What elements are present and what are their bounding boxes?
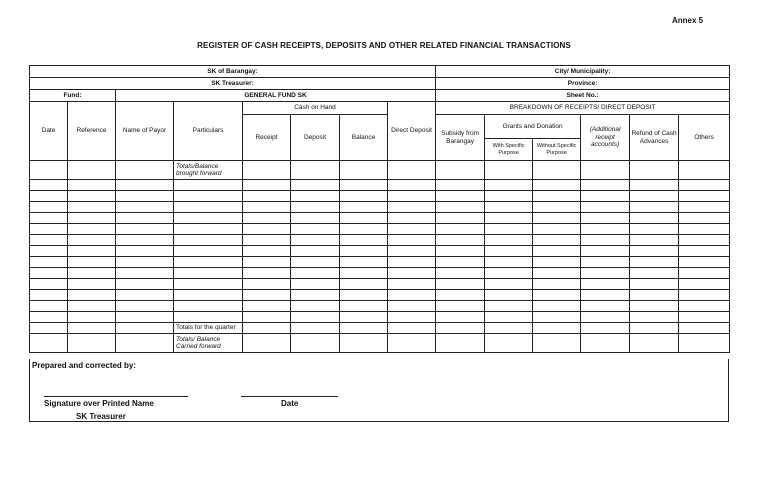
table-cell	[243, 161, 291, 180]
table-cell	[116, 224, 174, 235]
table-cell	[116, 161, 174, 180]
table-cell	[679, 290, 730, 301]
signature-line	[44, 396, 188, 397]
col-without-specific: Without Specific Purpose	[533, 139, 581, 161]
table-cell	[485, 334, 533, 353]
table-cell	[174, 312, 243, 323]
table-cell	[581, 334, 630, 353]
table-cell	[340, 202, 388, 213]
city-label: City/ Municipality:	[436, 66, 730, 78]
table-cell	[533, 191, 581, 202]
table-cell	[581, 224, 630, 235]
table-cell	[436, 202, 485, 213]
table-cell	[174, 191, 243, 202]
table-cell	[436, 246, 485, 257]
table-cell	[243, 224, 291, 235]
barangay-label: SK of Barangay:	[30, 66, 436, 78]
table-cell	[388, 235, 436, 246]
table-cell	[116, 290, 174, 301]
table-cell	[581, 257, 630, 268]
table-cell	[388, 246, 436, 257]
table-cell	[174, 224, 243, 235]
table-cell	[436, 301, 485, 312]
sheet-label: Sheet No.:	[436, 90, 730, 102]
table-cell	[30, 235, 68, 246]
table-cell	[243, 191, 291, 202]
table-cell	[30, 301, 68, 312]
register-table	[29, 65, 730, 353]
particulars-cell: Totals/ Balance Carried forward	[174, 334, 243, 353]
table-cell	[174, 279, 243, 290]
table-cell	[533, 161, 581, 180]
table-cell	[485, 323, 533, 334]
table-cell	[630, 161, 679, 180]
table-cell	[436, 312, 485, 323]
table-cell	[436, 268, 485, 279]
table-cell	[174, 180, 243, 191]
table-cell	[340, 301, 388, 312]
table-cell	[388, 323, 436, 334]
table-cell	[436, 323, 485, 334]
table-cell	[533, 224, 581, 235]
table-cell	[68, 213, 116, 224]
table-cell	[485, 279, 533, 290]
table-cell	[485, 191, 533, 202]
table-cell	[30, 268, 68, 279]
table-cell	[436, 180, 485, 191]
table-cell	[630, 334, 679, 353]
table-cell	[243, 268, 291, 279]
table-cell	[174, 213, 243, 224]
particulars-cell: Totals/Balance brought forward	[174, 161, 243, 180]
table-cell	[243, 213, 291, 224]
table-cell	[581, 180, 630, 191]
table-cell	[116, 312, 174, 323]
table-cell	[436, 334, 485, 353]
table-cell	[533, 301, 581, 312]
table-cell	[291, 213, 340, 224]
table-cell	[485, 180, 533, 191]
table-cell	[533, 202, 581, 213]
table-cell	[340, 257, 388, 268]
table-cell	[243, 323, 291, 334]
table-cell	[30, 279, 68, 290]
table-cell	[436, 224, 485, 235]
table-row	[30, 312, 730, 323]
table-cell	[485, 161, 533, 180]
table-cell	[116, 301, 174, 312]
table-cell	[581, 161, 630, 180]
table-cell	[243, 279, 291, 290]
table-cell	[581, 312, 630, 323]
signature-label: Signature over Printed Name	[44, 399, 154, 408]
table-cell	[116, 202, 174, 213]
table-cell	[340, 191, 388, 202]
particulars-cell: Totals for the quarter	[174, 323, 243, 334]
table-cell	[485, 224, 533, 235]
table-cell	[581, 323, 630, 334]
table-cell	[30, 202, 68, 213]
table-cell	[243, 312, 291, 323]
table-cell	[533, 279, 581, 290]
table-cell	[340, 213, 388, 224]
table-cell	[291, 235, 340, 246]
table-cell	[485, 213, 533, 224]
table-cell	[630, 235, 679, 246]
table-cell	[485, 202, 533, 213]
col-additional: (Additional receipt accounts)	[581, 115, 630, 161]
table-cell	[630, 301, 679, 312]
table-cell	[581, 268, 630, 279]
table-cell	[581, 202, 630, 213]
table-cell	[436, 279, 485, 290]
table-cell	[581, 279, 630, 290]
table-cell	[291, 323, 340, 334]
table-cell	[533, 290, 581, 301]
table-cell	[30, 290, 68, 301]
table-cell	[436, 191, 485, 202]
table-cell	[291, 224, 340, 235]
table-cell	[116, 268, 174, 279]
table-cell	[630, 257, 679, 268]
table-cell	[388, 161, 436, 180]
table-cell	[679, 279, 730, 290]
table-cell	[340, 312, 388, 323]
table-cell	[388, 191, 436, 202]
table-row	[30, 323, 730, 334]
table-cell	[68, 290, 116, 301]
table-cell	[116, 246, 174, 257]
table-cell	[679, 235, 730, 246]
table-cell	[30, 161, 68, 180]
table-cell	[291, 161, 340, 180]
table-cell	[68, 161, 116, 180]
table-cell	[30, 312, 68, 323]
table-cell	[436, 213, 485, 224]
table-cell	[630, 191, 679, 202]
table-cell	[174, 257, 243, 268]
table-cell	[533, 323, 581, 334]
table-cell	[533, 268, 581, 279]
table-cell	[679, 246, 730, 257]
table-cell	[68, 180, 116, 191]
table-cell	[30, 224, 68, 235]
table-cell	[68, 224, 116, 235]
table-cell	[533, 246, 581, 257]
table-row	[30, 235, 730, 246]
table-row	[30, 268, 730, 279]
table-cell	[388, 202, 436, 213]
annex-label: Annex 5	[672, 16, 704, 25]
table-cell	[243, 246, 291, 257]
table-cell	[388, 334, 436, 353]
prepared-by-label: Prepared and corrected by:	[32, 361, 137, 370]
col-others: Others	[679, 115, 730, 161]
table-cell	[388, 213, 436, 224]
table-cell	[485, 312, 533, 323]
col-direct-deposit: Direct Deposit	[388, 102, 436, 161]
table-cell	[485, 246, 533, 257]
table-cell	[340, 246, 388, 257]
table-cell	[116, 257, 174, 268]
table-cell	[116, 279, 174, 290]
table-cell	[679, 323, 730, 334]
date-line	[241, 396, 338, 397]
table-cell	[243, 235, 291, 246]
table-cell	[30, 180, 68, 191]
table-cell	[436, 161, 485, 180]
table-cell	[340, 268, 388, 279]
table-cell	[243, 301, 291, 312]
table-cell	[581, 301, 630, 312]
table-cell	[116, 334, 174, 353]
col-with-specific: With Specific Purpose	[485, 139, 533, 161]
table-cell	[68, 279, 116, 290]
table-cell	[340, 290, 388, 301]
col-subsidy: Subsidy from Barangay	[436, 115, 485, 161]
table-cell	[174, 246, 243, 257]
table-cell	[291, 180, 340, 191]
table-cell	[533, 312, 581, 323]
table-cell	[68, 246, 116, 257]
table-row	[30, 301, 730, 312]
table-cell	[388, 268, 436, 279]
table-cell	[679, 161, 730, 180]
table-cell	[485, 290, 533, 301]
table-cell	[436, 257, 485, 268]
table-cell	[581, 290, 630, 301]
table-cell	[679, 312, 730, 323]
table-row	[30, 180, 730, 191]
col-balance: Balance	[340, 115, 388, 161]
table-cell	[581, 191, 630, 202]
table-cell	[340, 224, 388, 235]
footer-section	[29, 359, 729, 422]
table-cell	[68, 268, 116, 279]
table-cell	[485, 268, 533, 279]
table-cell	[630, 224, 679, 235]
table-cell	[174, 202, 243, 213]
table-cell	[679, 213, 730, 224]
col-date: Date	[30, 102, 68, 161]
table-cell	[30, 246, 68, 257]
table-row	[30, 213, 730, 224]
table-cell	[340, 235, 388, 246]
table-cell	[243, 290, 291, 301]
table-cell	[68, 301, 116, 312]
table-cell	[679, 224, 730, 235]
table-row	[30, 279, 730, 290]
table-row	[30, 161, 730, 180]
table-cell	[68, 257, 116, 268]
table-cell	[30, 191, 68, 202]
table-cell	[388, 312, 436, 323]
table-cell	[679, 301, 730, 312]
col-receipt: Receipt	[243, 115, 291, 161]
table-cell	[581, 246, 630, 257]
table-cell	[68, 191, 116, 202]
table-cell	[116, 180, 174, 191]
table-cell	[243, 202, 291, 213]
table-cell	[630, 290, 679, 301]
col-cash-on-hand: Cash on Hand	[243, 102, 388, 115]
table-cell	[116, 323, 174, 334]
table-cell	[340, 161, 388, 180]
table-cell	[291, 257, 340, 268]
col-grants: Grants and Donation	[485, 115, 581, 139]
table-cell	[630, 213, 679, 224]
table-cell	[388, 180, 436, 191]
table-cell	[174, 235, 243, 246]
table-cell	[630, 279, 679, 290]
treasurer-label: SK Treasurer:	[30, 78, 436, 90]
table-cell	[340, 180, 388, 191]
table-cell	[116, 191, 174, 202]
table-cell	[630, 180, 679, 191]
table-row	[30, 290, 730, 301]
table-cell	[388, 279, 436, 290]
date-label: Date	[281, 399, 299, 408]
treasurer-title: SK Treasurer	[76, 412, 126, 421]
table-cell	[679, 334, 730, 353]
table-cell	[68, 323, 116, 334]
province-label: Province:	[436, 78, 730, 90]
table-cell	[630, 202, 679, 213]
table-cell	[116, 213, 174, 224]
table-cell	[485, 301, 533, 312]
table-cell	[291, 312, 340, 323]
table-cell	[30, 334, 68, 353]
table-cell	[533, 180, 581, 191]
table-cell	[581, 235, 630, 246]
table-cell	[340, 334, 388, 353]
table-cell	[388, 257, 436, 268]
table-row	[30, 191, 730, 202]
col-deposit: Deposit	[291, 115, 340, 161]
table-cell	[291, 246, 340, 257]
table-cell	[388, 301, 436, 312]
table-row	[30, 257, 730, 268]
table-cell	[243, 334, 291, 353]
table-cell	[68, 334, 116, 353]
table-cell	[174, 268, 243, 279]
table-cell	[68, 235, 116, 246]
table-cell	[533, 235, 581, 246]
table-cell	[291, 268, 340, 279]
table-row	[30, 334, 730, 353]
table-cell	[630, 246, 679, 257]
table-cell	[679, 257, 730, 268]
col-breakdown: BREAKDOWN OF RECEIPTS/ DIRECT DEPOSIT	[436, 102, 730, 115]
table-cell	[533, 257, 581, 268]
table-cell	[30, 213, 68, 224]
table-cell	[340, 279, 388, 290]
col-payor: Name of Payor	[116, 102, 174, 161]
table-row	[30, 224, 730, 235]
table-cell	[485, 235, 533, 246]
table-cell	[630, 323, 679, 334]
table-cell	[679, 191, 730, 202]
page-title: REGISTER OF CASH RECEIPTS, DEPOSITS AND OTHER RELATED FINANCIAL TRANSACTIONS	[197, 41, 571, 50]
table-cell	[291, 334, 340, 353]
table-cell	[68, 312, 116, 323]
table-cell	[436, 235, 485, 246]
table-cell	[679, 180, 730, 191]
table-cell	[68, 202, 116, 213]
table-cell	[174, 290, 243, 301]
table-cell	[679, 202, 730, 213]
table-cell	[533, 213, 581, 224]
table-cell	[174, 301, 243, 312]
table-cell	[581, 213, 630, 224]
table-cell	[533, 334, 581, 353]
table-cell	[340, 323, 388, 334]
table-cell	[116, 235, 174, 246]
table-cell	[243, 180, 291, 191]
table-cell	[436, 290, 485, 301]
table-cell	[630, 312, 679, 323]
table-cell	[291, 191, 340, 202]
table-row	[30, 246, 730, 257]
fund-label: Fund:	[30, 90, 116, 102]
table-cell	[388, 290, 436, 301]
col-refund: Refund of Cash Advances	[630, 115, 679, 161]
col-reference: Reference	[68, 102, 116, 161]
col-particulars: Particulars	[174, 102, 243, 161]
table-cell	[291, 279, 340, 290]
table-cell	[679, 268, 730, 279]
table-cell	[30, 257, 68, 268]
table-cell	[291, 290, 340, 301]
table-cell	[30, 323, 68, 334]
table-cell	[485, 257, 533, 268]
table-cell	[630, 268, 679, 279]
table-cell	[291, 301, 340, 312]
table-cell	[243, 257, 291, 268]
table-cell	[388, 224, 436, 235]
table-row	[30, 202, 730, 213]
table-cell	[291, 202, 340, 213]
fund-value: GENERAL FUND SK	[116, 90, 436, 102]
